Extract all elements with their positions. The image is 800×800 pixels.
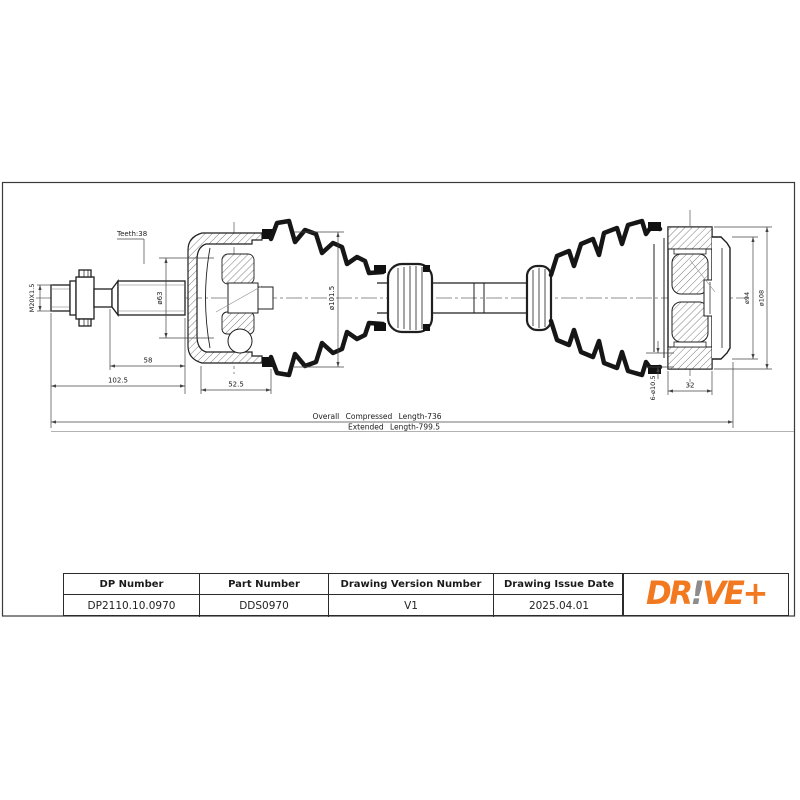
label-dia-flange-outer: ø108 <box>757 289 766 307</box>
logo-exclamation: ! <box>690 575 703 613</box>
inner-boot-seat <box>527 266 551 330</box>
value-dp-number: DP2110.10.0970 <box>64 595 200 617</box>
boot1-clamp <box>374 323 386 331</box>
label-thread: M20X1.5 <box>28 283 36 313</box>
header-part-number: Part Number <box>200 574 329 595</box>
label-dia-flange-pilot: ø94 <box>743 291 751 305</box>
label-teeth: Teeth:38 <box>117 230 148 238</box>
header-issue-date: Drawing Issue Date <box>494 574 624 595</box>
boot2-clamp <box>648 222 661 231</box>
label-dia-boot: ø101.5 <box>328 285 336 311</box>
label-dia-spline: ø63 <box>156 291 164 305</box>
header-drawing-version: Drawing Version Number <box>329 574 494 595</box>
outboard-stub-shaft <box>51 270 185 326</box>
boot2-clamp <box>648 365 661 374</box>
label-len-outer-joint: 52.5 <box>228 380 244 389</box>
label-compressed-length: Overall Compressed Length-736 <box>312 412 442 421</box>
value-part-number: DDS0970 <box>200 595 329 617</box>
logo-text-post: VE+ <box>702 575 766 613</box>
label-bolt-holes: 6-ø10.5 <box>649 375 657 401</box>
boot1-clamp <box>374 265 386 273</box>
label-len-stub: 102.5 <box>107 376 129 385</box>
dim-stub-length <box>51 313 185 428</box>
shaft-damper <box>388 264 432 332</box>
leader-teeth <box>117 239 144 264</box>
header-dp-number: DP Number <box>64 574 200 595</box>
drive-plus-logo <box>646 575 766 613</box>
title-block-table <box>63 573 623 616</box>
value-drawing-version: V1 <box>329 595 494 617</box>
logo-text-pre: DR <box>646 575 691 613</box>
value-issue-date: 2025.04.01 <box>528 600 590 612</box>
label-extended-length: Extended Length-799.5 <box>347 422 441 432</box>
label-len-spline: 58 <box>143 356 153 365</box>
label-len-bearing: 32 <box>685 381 695 390</box>
brand-logo-box <box>623 573 789 616</box>
